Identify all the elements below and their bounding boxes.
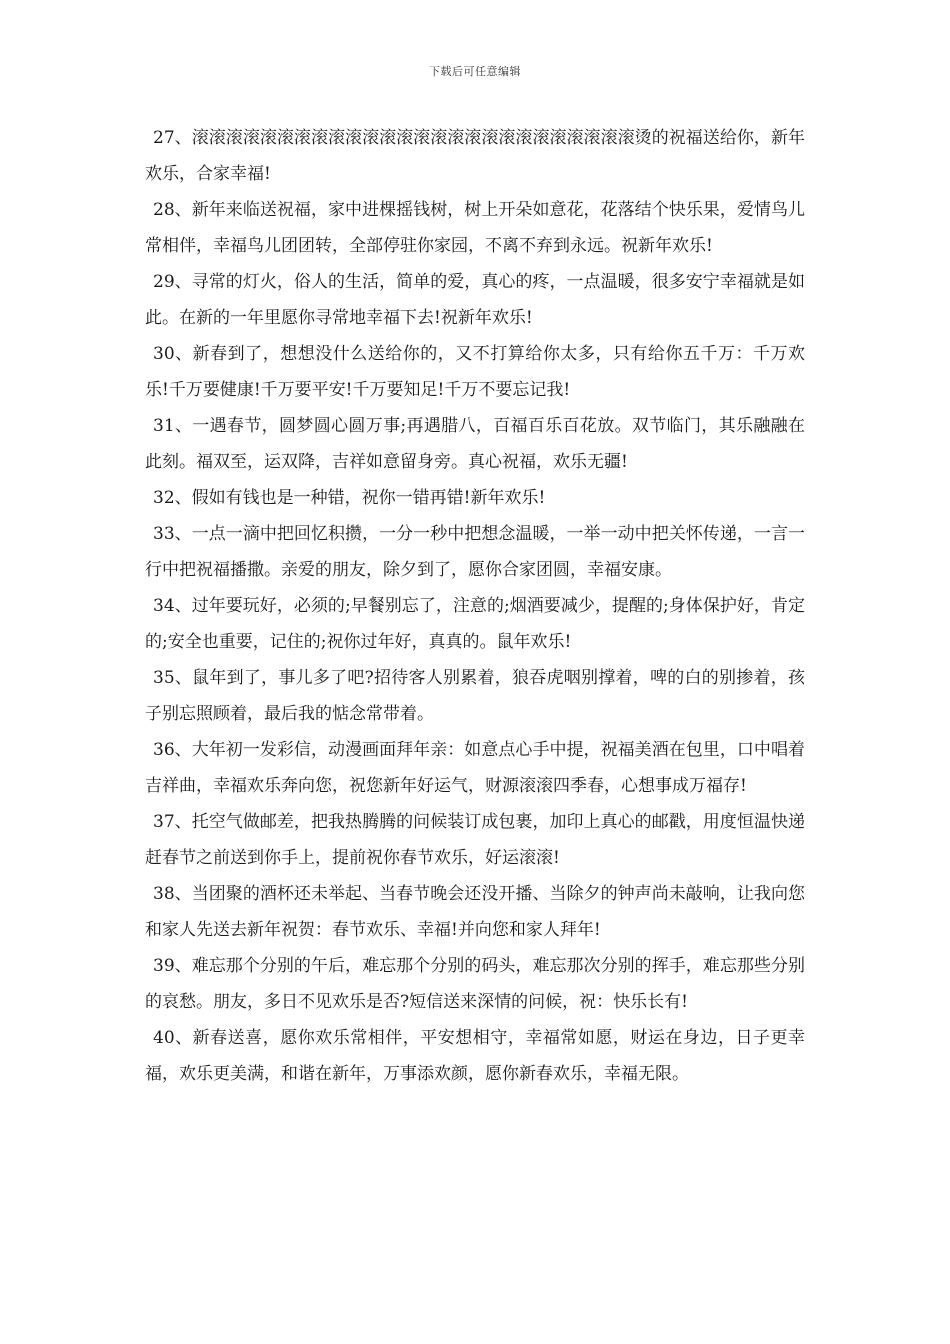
paragraph-40: 40、新春送喜，愿你欢乐常相伴，平安想相守，幸福常如愿，财运在身边，日子更幸福，欢乐更美满，和谐在新年，万事添欢颜，愿你新春欢乐，幸福无限。 [145,1028,805,1084]
paragraph-29: 29、寻常的灯火，俗人的生活，简单的爱，真心的疼，一点温暖，很多安宁幸福就是如此。在新的一年里愿你寻常地幸福下去!祝新年欢乐! [145,272,805,328]
paragraph-36: 36、大年初一发彩信，动漫画面拜年亲：如意点心手中提，祝福美酒在包里，口中唱着吉祥曲，幸福欢乐奔向您，祝您新年好运气，财源滚滚四季春，心想事成万福存! [145,740,805,796]
paragraph-30: 30、新春到了，想想没什么送给你的，又不打算给你太多，只有给你五千万：千万欢乐!千万要健康!千万要平安!千万要知足!千万不要忘记我! [145,344,805,400]
paragraph-39: 39、难忘那个分别的午后，难忘那个分别的码头，难忘那次分别的挥手，难忘那些分别的哀愁。朋友，多日不见欢乐是否?短信送来深情的问候，祝：快乐长有! [145,956,805,1012]
paragraph-28: 28、新年来临送祝福，家中进棵摇钱树，树上开朵如意花，花落结个快乐果，爱情鸟儿常相伴，幸福鸟儿团团转，全部停驻你家园，不离不弃到永远。祝新年欢乐! [145,200,805,256]
paragraph-33: 33、一点一滴中把回忆积攒，一分一秒中把想念温暖，一举一动中把关怀传递，一言一行中把祝福播撒。亲爱的朋友，除夕到了，愿你合家团圆，幸福安康。 [145,524,805,580]
paragraph-35: 35、鼠年到了，事儿多了吧?招待客人别累着，狼吞虎咽别撑着，啤的白的别掺着，孩子别忘照顾着，最后我的惦念常带着。 [145,668,805,724]
page-header: 下载后可任意编辑 [429,65,521,78]
paragraph-38: 38、当团聚的酒杯还未举起、当春节晚会还没开播、当除夕的钟声尚未敲响，让我向您和家人先送去新年祝贺：春节欢乐、幸福!并向您和家人拜年! [145,884,805,940]
paragraph-34: 34、过年要玩好，必须的;早餐别忘了，注意的;烟酒要减少，提醒的;身体保护好，肯定的;安全也重要，记住的;祝你过年好，真真的。鼠年欢乐! [145,596,805,652]
paragraph-31: 31、一遇春节，圆梦圆心圆万事;再遇腊八，百福百乐百花放。双节临门，其乐融融在此刻。福双至，运双降，吉祥如意留身旁。真心祝福，欢乐无疆! [145,416,805,472]
paragraph-37: 37、托空气做邮差，把我热腾腾的问候装订成包裹，加印上真心的邮戳，用度恒温快递赶春节之前送到你手上，提前祝你春节欢乐，好运滚滚! [145,812,805,868]
paragraph-27: 27、滚滚滚滚滚滚滚滚滚滚滚滚滚滚滚滚滚滚滚滚滚滚滚滚滚滚烫的祝福送给你，新年欢乐，合家幸福! [145,128,805,184]
document-body [145,120,805,1092]
paragraph-32: 32、假如有钱也是一种错，祝你一错再错!新年欢乐! [153,488,546,508]
